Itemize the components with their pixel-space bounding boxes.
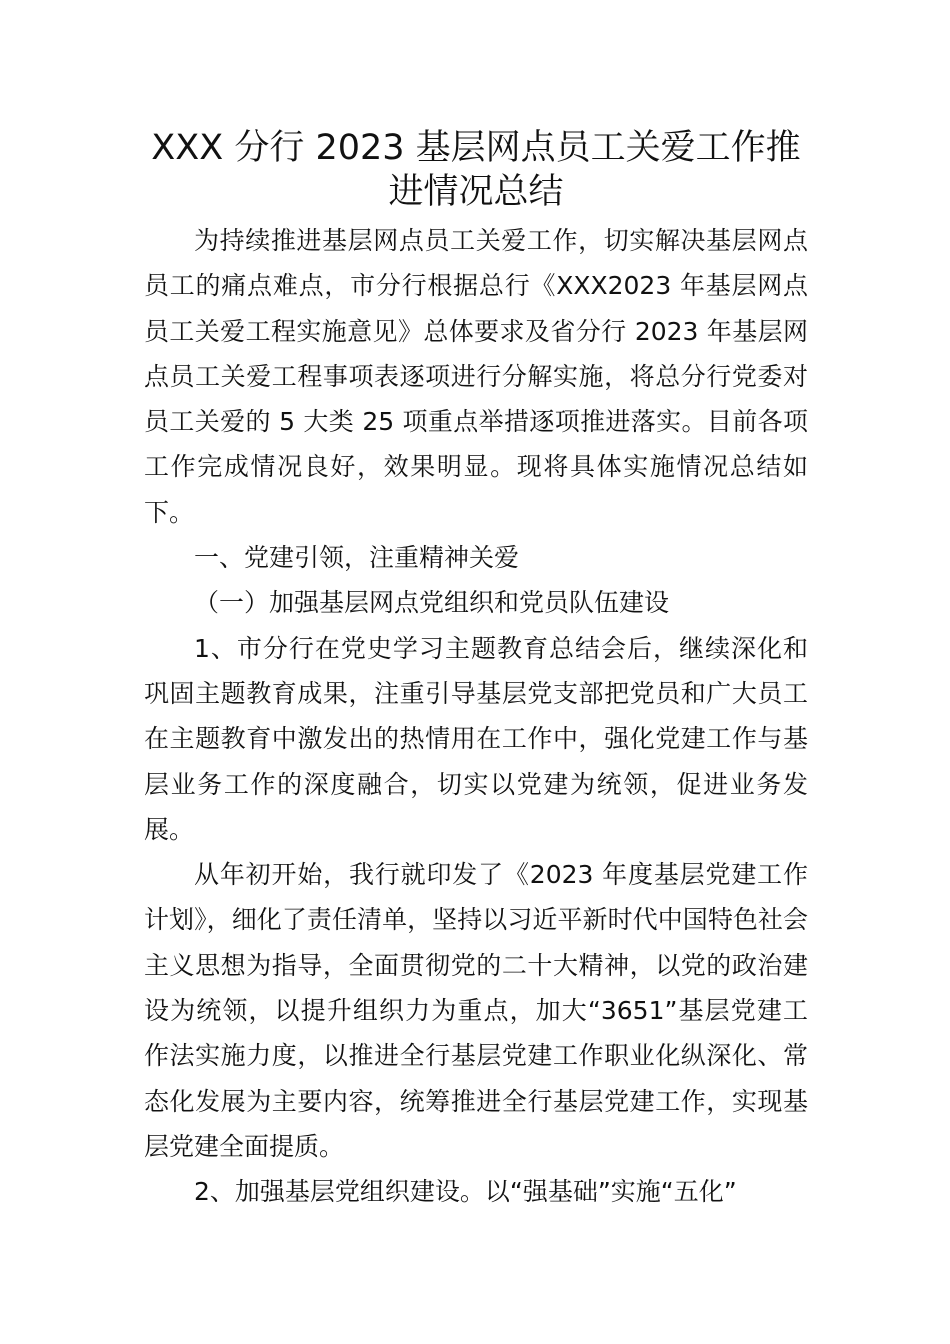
document-title: XXX 分行 2023 基层网点员工关爱工作推进情况总结 — [151, 128, 801, 212]
paragraph-plan: 从年初开始，我行就印发了《2023 年度基层党建工作计划》，细化了责任清单，坚持以习近平新时代中国特色社会主义思想为指导，全面贯彻党的二十大精神，以党的政治建设为统领，以提升组织力为重点，加大“3651”基层党建工作法实施力度，以推进全行基层党建工作职业化纵深化、常态化发展为主要内容，统筹推进全行基层党建工作，实现基层党建全面提质。 — [144, 860, 808, 1161]
section-heading-1: 一、党建引领，注重精神关爱 — [194, 543, 520, 573]
paragraph-item-2: 2、加强基层党组织建设。以“强基础”实施“五化” — [194, 1177, 737, 1207]
document-body — [144, 126, 808, 1215]
paragraph-item-1: 1、市分行在党史学习主题教育总结会后，继续深化和巩固主题教育成果，注重引导基层党支部把党员和广大员工在主题教育中激发出的热情用在工作中，强化党建工作与基层业务工作的深度融合，切实以党建为统领，促进业务发展。 — [144, 633, 808, 844]
subsection-heading-1: （一）加强基层网点党组织和党员队伍建设 — [194, 588, 670, 618]
document-paragraphs — [144, 218, 808, 1215]
paragraph-intro: 为持续推进基层网点员工关爱工作，切实解决基层网点员工的痛点难点，市分行根据总行《XXX2023 年基层网点员工关爱工程实施意见》总体要求及省分行 2023 年基层网点员工关爱工程事项表逐项进行分解实施，将总分行党委对员工关爱的 5 大类 25 项重点举措逐项推进落实。目前各项工作完成情况良好，效果明显。现将具体实施情况总结如下。 — [144, 226, 808, 527]
